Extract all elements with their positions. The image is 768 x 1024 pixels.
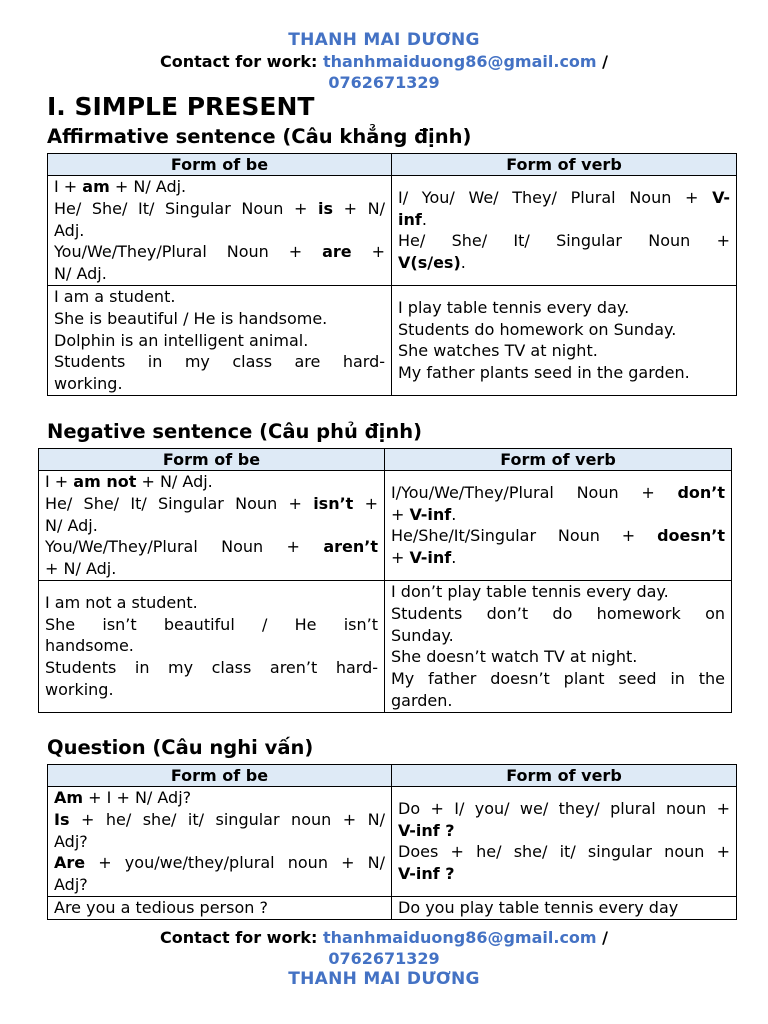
affirmative-heading: Affirmative sentence (Câu khẳng định)	[47, 125, 472, 148]
be-example-cell: Are you a tedious person ?	[48, 896, 392, 919]
table-header-row	[48, 765, 737, 787]
contact-separator: /	[596, 52, 609, 71]
table-row-examples	[39, 580, 732, 712]
document-header	[0, 30, 768, 93]
verb-examples-cell: I don’t play table tennis every day. Students don’t do homework on Sunday. She doesn’t watch TV at night. My father doesn’t plant seed in the garden.	[385, 580, 732, 712]
table-row-form	[48, 787, 737, 897]
question-table	[47, 764, 737, 920]
contact-email-link[interactable]: thanhmaiduong86@gmail.com	[322, 928, 597, 947]
affirmative-table	[47, 153, 737, 396]
contact-phone: 0762671329	[328, 949, 440, 968]
verb-example-cell: Do you play table tennis every day	[392, 896, 737, 919]
contact-line	[0, 51, 768, 72]
column-header-be: Form of be	[48, 765, 392, 787]
table-header-row	[39, 449, 732, 471]
contact-phone: 0762671329	[328, 73, 440, 92]
verb-form-cell: I/You/We/They/Plural Noun + don’t + V-inf. He/She/It/Singular Noun + doesn’t + V-inf.	[385, 471, 732, 581]
contact-email-link[interactable]: thanhmaiduong86@gmail.com	[322, 52, 597, 71]
contact-label: Contact for work:	[159, 928, 323, 947]
contact-separator: /	[596, 928, 609, 947]
be-examples-cell: I am a student. She is beautiful / He is handsome. Dolphin is an intelligent animal. Students in my class are hard- working.	[48, 285, 392, 395]
column-header-verb: Form of verb	[392, 765, 737, 787]
table-row-form	[48, 176, 737, 286]
column-header-be: Form of be	[39, 449, 385, 471]
verb-examples-cell: I play table tennis every day. Students do homework on Sunday. She watches TV at night. My father plants seed in the garden.	[392, 285, 737, 395]
document-footer	[0, 927, 768, 990]
be-form-cell: I + am not + N/ Adj. He/ She/ It/ Singular Noun + isn’t + N/ Adj. You/We/They/Plural Noun + aren’t + N/ Adj.	[39, 471, 385, 581]
be-form-cell: I + am + N/ Adj. He/ She/ It/ Singular Noun + is + N/ Adj. You/We/They/Plural Noun + are + N/ Adj.	[48, 176, 392, 286]
be-form-cell: Am + I + N/ Adj? Is + he/ she/ it/ singular noun + N/ Adj? Are + you/we/they/plural noun + N/ Adj?	[48, 787, 392, 897]
table-row-examples	[48, 896, 737, 919]
table-header-row	[48, 154, 737, 176]
author-name: THANH MAI DƯƠNG	[288, 969, 480, 989]
contact-line	[0, 927, 768, 948]
column-header-verb: Form of verb	[385, 449, 732, 471]
table-row-form	[39, 471, 732, 581]
verb-form-cell: I/ You/ We/ They/ Plural Noun + V- inf. He/ She/ It/ Singular Noun + V(s/es).	[392, 176, 737, 286]
negative-heading: Negative sentence (Câu phủ định)	[47, 420, 422, 443]
column-header-verb: Form of verb	[392, 154, 737, 176]
column-header-be: Form of be	[48, 154, 392, 176]
verb-form-cell: Do + I/ you/ we/ they/ plural noun + V-inf ? Does + he/ she/ it/ singular noun + V-inf ?	[392, 787, 737, 897]
author-name: THANH MAI DƯƠNG	[288, 30, 480, 50]
be-examples-cell: I am not a student. She isn’t beautiful / He isn’t handsome. Students in my class aren’t hard- working.	[39, 580, 385, 712]
table-row-examples	[48, 285, 737, 395]
negative-table	[38, 448, 732, 713]
contact-label: Contact for work:	[159, 52, 323, 71]
page-title: I. SIMPLE PRESENT	[47, 92, 315, 121]
question-heading: Question (Câu nghi vấn)	[47, 736, 314, 759]
